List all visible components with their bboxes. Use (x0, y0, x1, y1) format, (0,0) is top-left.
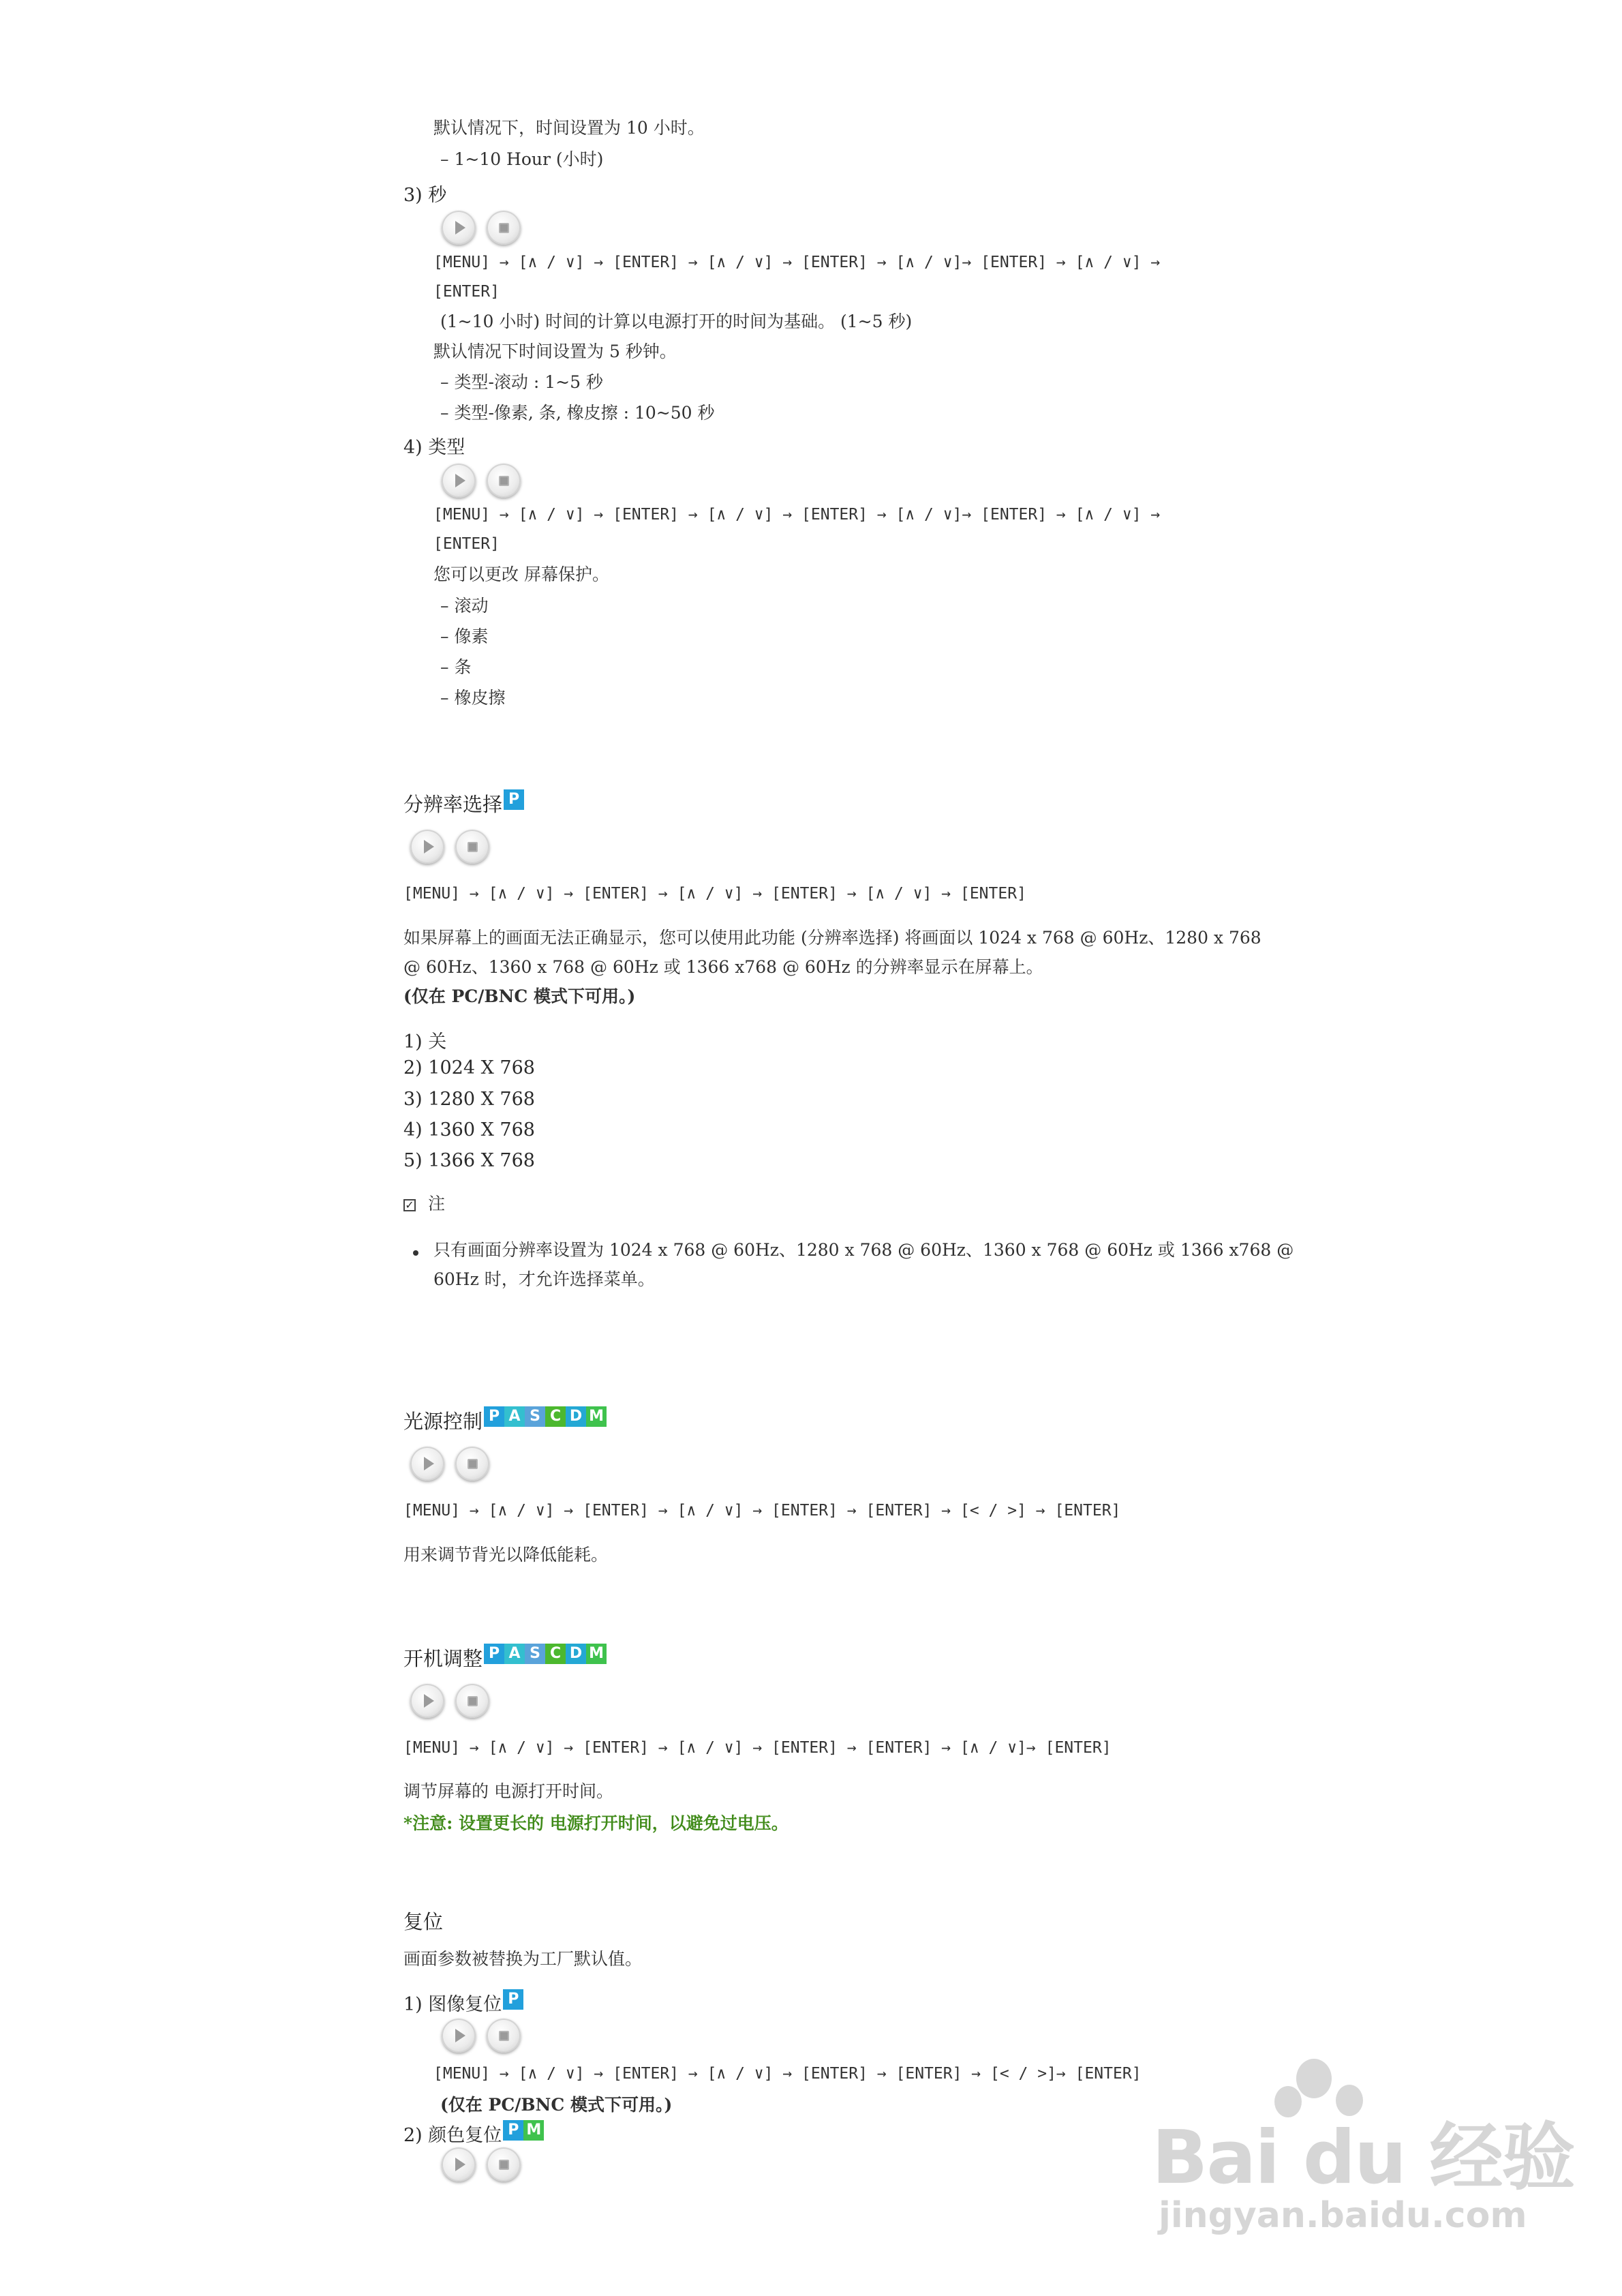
type-item: – 像素 (440, 626, 489, 646)
stop-icon[interactable] (455, 830, 489, 864)
stop-icon[interactable] (487, 464, 521, 498)
type-desc: 您可以更改 屏幕保护。 (433, 564, 609, 584)
stop-icon[interactable] (455, 1447, 489, 1481)
checkbox-icon: ✓ (403, 1199, 416, 1211)
sec-icons (442, 211, 521, 245)
power-on-icons (410, 1684, 489, 1718)
play-icon[interactable] (442, 464, 476, 498)
image-reset-title: 1) 图像复位 (403, 1994, 502, 2015)
badge-s: S (525, 1406, 545, 1427)
resolution-menu-path: [MENU] → [∧ / ∨] → [ENTER] → [∧ / ∨] → [ENTER] → [∧ / ∨] → [ENTER] (403, 885, 1026, 903)
badge-p: P (503, 1989, 523, 2010)
power-on-menu-path: [MENU] → [∧ / ∨] → [ENTER] → [∧ / ∨] → [ENTER] → [ENTER] → [∧ / ∨]→ [ENTER] (403, 1739, 1112, 1757)
type-item: – 橡皮擦 (440, 688, 506, 708)
play-icon[interactable] (442, 211, 476, 245)
watermark-logo-text: Bai du 经验 (1152, 2115, 1574, 2201)
badge-d: D (566, 1644, 586, 1664)
resolution-mode-note: (仅在 PC/BNC 模式下可用。) (403, 986, 636, 1006)
badge-d: D (566, 1406, 586, 1427)
badge-p: P (484, 1644, 504, 1664)
sec-menu-path: [MENU] → [∧ / ∨] → [ENTER] → [∧ / ∨] → [ENTER] → [∧ / ∨]→ [ENTER] → [∧ / ∨] → (433, 254, 1161, 271)
type-title: 4) 类型 (403, 437, 465, 458)
resolution-icons (410, 830, 489, 864)
badge-s: S (525, 1644, 545, 1664)
image-reset-note: (仅在 PC/BNC 模式下可用。) (440, 2095, 673, 2115)
badge-p: P (504, 789, 524, 810)
type-menu-path-cont: [ENTER] (433, 535, 500, 553)
badge-a: A (504, 1406, 525, 1427)
mode-badges (504, 789, 524, 810)
stop-icon[interactable] (487, 211, 521, 245)
badge-a: A (504, 1644, 525, 1664)
stop-icon[interactable] (455, 1684, 489, 1718)
baidu-watermark (1152, 2059, 1574, 2263)
paw-icon (1296, 2059, 1332, 2098)
resolution-option: 1) 关 (403, 1031, 447, 1053)
time-default-text: 默认情况下，时间设置为 10 小时。 (433, 118, 705, 138)
play-icon[interactable] (410, 1447, 444, 1481)
light-icons (410, 1447, 489, 1481)
power-on-warning: *注意: 设置更长的 电源打开时间，以避免过电压。 (403, 1813, 789, 1833)
badge-c: C (545, 1644, 566, 1664)
badge-p: P (484, 1406, 504, 1427)
color-reset-icons (442, 2147, 521, 2181)
sec-default: 默认情况下时间设置为 5 秒钟。 (433, 342, 677, 361)
play-icon[interactable] (410, 1684, 444, 1718)
badge-m: M (586, 1644, 607, 1664)
badge-p: P (503, 2120, 523, 2141)
sec-option-2: – 类型-像素, 条, 橡皮擦 : 10~50 秒 (440, 403, 715, 423)
mode-badges (503, 1989, 523, 2010)
resolution-option: 3) 1280 X 768 (403, 1089, 535, 1110)
light-menu-path: [MENU] → [∧ / ∨] → [ENTER] → [∧ / ∨] → [ENTER] → [ENTER] → [< / >] → [ENTER] (403, 1502, 1121, 1520)
color-reset-heading (403, 2120, 544, 2147)
type-item: – 条 (440, 657, 472, 677)
light-heading (403, 1406, 607, 1434)
reset-desc: 画面参数被替换为工厂默认值。 (403, 1949, 643, 1969)
type-item: – 滚动 (440, 596, 489, 616)
mode-badges (484, 1406, 607, 1427)
type-icons (442, 464, 521, 498)
stop-icon[interactable] (487, 2019, 521, 2053)
resolution-option: 4) 1360 X 768 (403, 1119, 535, 1141)
image-reset-heading (403, 1989, 523, 2016)
resolution-option: 5) 1366 X 768 (403, 1150, 535, 1171)
image-reset-icons (442, 2019, 521, 2053)
mode-badges (484, 1644, 607, 1664)
power-on-title: 开机调整 (403, 1647, 483, 1670)
note-label: 注 (428, 1194, 446, 1213)
resolution-bullet-1: 只有画面分辨率设置为 1024 x 768 @ 60Hz、1280 x 768 @ 60Hz、1360 x 768 @ 60Hz 或 1366 x768 @ (433, 1240, 1294, 1260)
time-range-text: – 1~10 Hour (小时) (440, 149, 604, 169)
play-icon[interactable] (442, 2019, 476, 2053)
image-reset-menu-path: [MENU] → [∧ / ∨] → [ENTER] → [∧ / ∨] → [ENTER] → [ENTER] → [< / >]→ [ENTER] (433, 2065, 1142, 2083)
sec-option-1: – 类型-滚动 : 1~5 秒 (440, 372, 603, 392)
stop-icon[interactable] (487, 2147, 521, 2181)
sec-title: 3) 秒 (403, 185, 447, 206)
badge-m: M (586, 1406, 607, 1427)
bullet-icon (413, 1250, 418, 1256)
light-title: 光源控制 (403, 1410, 483, 1433)
resolution-title: 分辨率选择 (403, 793, 503, 816)
light-desc: 用来调节背光以降低能耗。 (403, 1545, 609, 1565)
resolution-bullet-2: 60Hz 时，才允许选择菜单。 (433, 1269, 655, 1289)
resolution-heading (403, 789, 524, 817)
resolution-option: 2) 1024 X 768 (403, 1057, 535, 1078)
play-icon[interactable] (410, 830, 444, 864)
mode-badges (503, 2120, 544, 2141)
watermark-url: jingyan.baidu.com (1159, 2195, 1527, 2236)
resolution-desc-2: @ 60Hz、1360 x 768 @ 60Hz 或 1366 x768 @ 60Hz 的分辨率显示在屏幕上。 (403, 957, 1043, 977)
play-icon[interactable] (442, 2147, 476, 2181)
sec-note: (1~10 小时) 时间的计算以电源打开的时间为基础。 (1~5 秒) (440, 312, 913, 331)
resolution-desc-1: 如果屏幕上的画面无法正确显示，您可以使用此功能 (分辨率选择) 将画面以 1024 x 768 @ 60Hz、1280 x 768 (403, 928, 1261, 948)
sec-menu-path-cont: [ENTER] (433, 283, 500, 301)
power-on-heading (403, 1644, 607, 1672)
color-reset-title: 2) 颜色复位 (403, 2125, 502, 2146)
badge-c: C (545, 1406, 566, 1427)
type-menu-path: [MENU] → [∧ / ∨] → [ENTER] → [∧ / ∨] → [ENTER] → [∧ / ∨]→ [ENTER] → [∧ / ∨] → (433, 506, 1161, 524)
badge-m: M (523, 2120, 544, 2141)
power-on-desc: 调节屏幕的 电源打开时间。 (403, 1781, 613, 1801)
reset-title: 复位 (403, 1910, 444, 1933)
